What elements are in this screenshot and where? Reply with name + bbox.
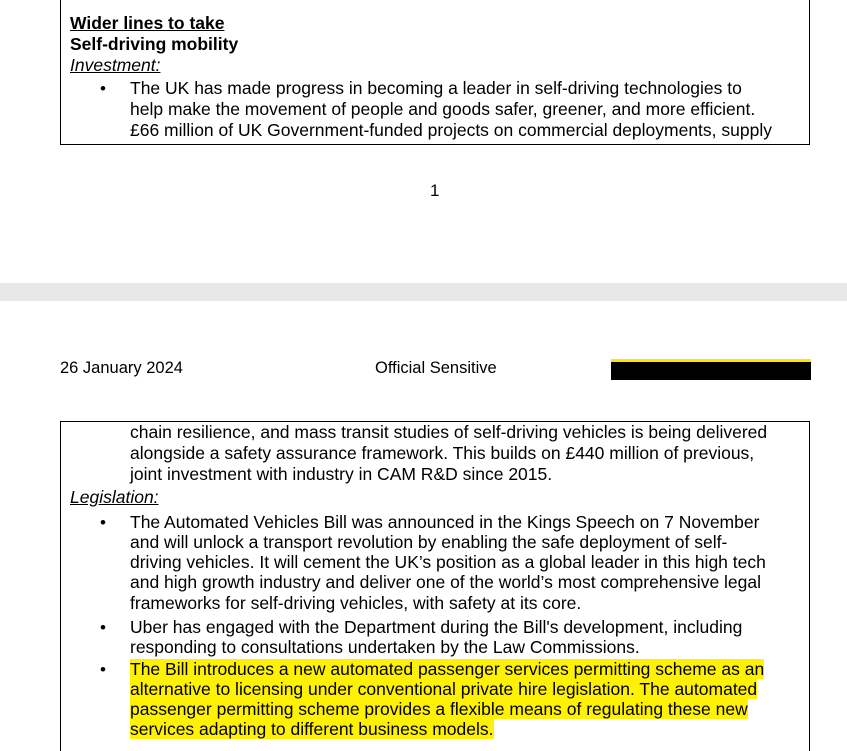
header-date: 26 January 2024 — [60, 359, 183, 377]
highlighted-line — [130, 679, 757, 700]
bullet-line: frameworks for self-driving vehicles, with safety at its core. — [130, 593, 582, 613]
bullet-line: help make the movement of people and goods safer, greener, and more efficient. — [130, 99, 756, 119]
continuation-line: alongside a safety assurance framework. This builds on £440 million of previous, — [130, 443, 755, 463]
continuation-line: joint investment with industry in CAM R&D since 2015. — [130, 464, 553, 484]
document-page-1 — [0, 0, 847, 283]
bullet-line: Uber has engaged with the Department during the Bill's development, including — [130, 617, 743, 637]
bullet-line: driving vehicles. It will cement the UK’s position as a global leader in this high tech — [130, 552, 766, 572]
document-page-2 — [0, 301, 847, 747]
redaction-block — [611, 362, 811, 380]
bullet-marker: • — [100, 79, 106, 98]
bullet-line: and will unlock a transport revolution by enabling the safe deployment of self- — [130, 532, 728, 552]
highlight: services adapting to different business models. — [130, 719, 494, 739]
bullet-marker: • — [100, 660, 106, 679]
highlighted-line — [130, 719, 494, 740]
continuation-line: chain resilience, and mass transit studies of self-driving vehicles is being delivered — [130, 422, 768, 442]
highlight: The Bill introduces a new automated passenger services permitting scheme as an — [130, 659, 765, 679]
highlight: alternative to licensing under conventional private hire legislation. The automated — [130, 679, 758, 699]
heading-wider-lines: Wider lines to take — [70, 13, 225, 33]
page-separator — [0, 283, 847, 301]
highlighted-line — [130, 659, 764, 680]
section-legislation: Legislation: — [70, 487, 159, 507]
bullet-marker: • — [100, 513, 106, 532]
page-number: 1 — [430, 181, 440, 200]
highlighted-line — [130, 699, 748, 720]
header-classification: Official Sensitive — [375, 359, 497, 377]
highlight: passenger permitting scheme provides a flexible means of regulating these new — [130, 699, 748, 719]
section-investment: Investment: — [70, 55, 161, 75]
bullet-line: and high growth industry and deliver one of the world’s most comprehensive legal — [130, 572, 762, 592]
bullet-marker: • — [100, 618, 106, 637]
bullet-line: The Automated Vehicles Bill was announced in the Kings Speech on 7 November — [130, 512, 760, 532]
bullet-line: responding to consultations undertaken by the Law Commissions. — [130, 637, 640, 657]
bullet-line: £66 million of UK Government-funded projects on commercial deployments, supply — [130, 120, 772, 140]
bullet-line: The UK has made progress in becoming a leader in self-driving technologies to — [130, 78, 742, 98]
heading-self-driving: Self-driving mobility — [70, 34, 239, 54]
